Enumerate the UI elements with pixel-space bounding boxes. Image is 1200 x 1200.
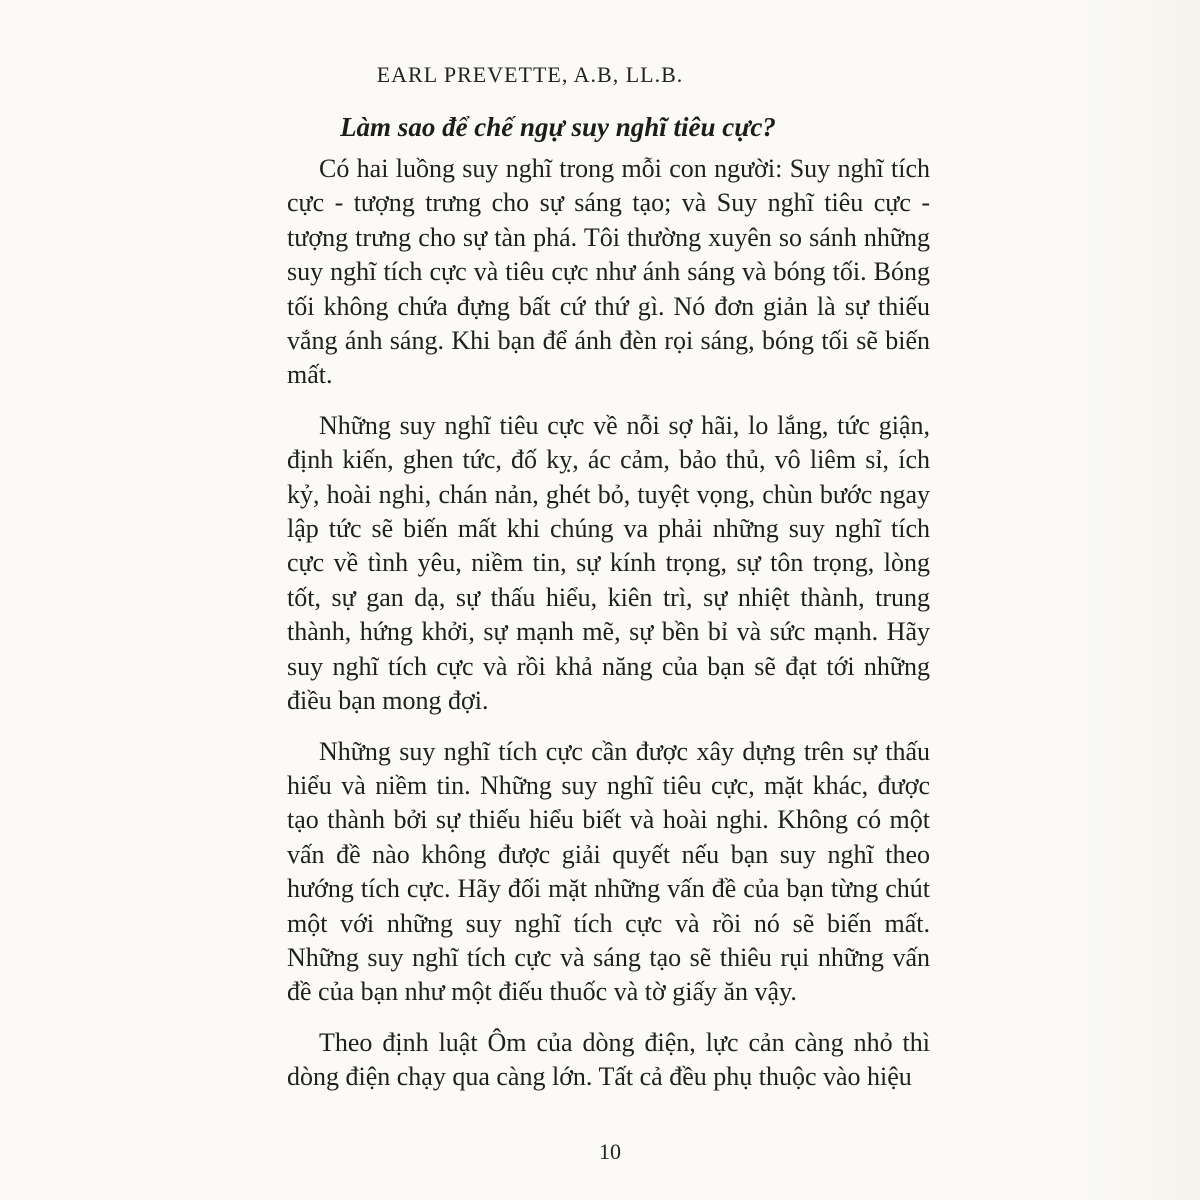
paragraph-2: Những suy nghĩ tiêu cực về nỗi sợ hãi, lo lắng, tức giận, định kiến, ghen tức, đố kỵ, ác cảm, bảo thủ, vô liêm sỉ, ích kỷ, hoài nghi, chán nản, ghét bỏ, tuyệt vọng, chùn bước ngay lập tức sẽ biến mất khi chúng va phải những suy nghĩ tích cực về tình yêu, niềm tin, sự kính trọng, sự tôn trọng, lòng tốt, sự gan dạ, sự thấu hiểu, kiên trì, sự nhiệt thành, trung thành, hứng khởi, sự mạnh mẽ, sự bền bỉ và sức mạnh. Hãy suy nghĩ tích cực và rồi khả năng của bạn sẽ đạt tới những điều bạn mong đợi.: [287, 410, 930, 716]
running-head: EARL PREVETTE, A.B, LL.B.: [376, 62, 684, 87]
body-text: [287, 152, 930, 1111]
paragraph-1: Có hai luồng suy nghĩ trong mỗi con người: Suy nghĩ tích cực - tượng trưng cho sự sáng tạo; và Suy nghĩ tiêu cực - tượng trưng cho sự tàn phá. Tôi thường xuyên so sánh những suy nghĩ tích cực và tiêu cực như ánh sáng và bóng tối. Bóng tối không chứa đựng bất cứ thứ gì. Nó đơn giản là sự thiếu vắng ánh sáng. Khi bạn để ánh đèn rọi sáng, bóng tối sẽ biến mất.: [287, 154, 930, 390]
section-title: Làm sao để chế ngự suy nghĩ tiêu cực?: [340, 112, 776, 142]
page-edge-shading: [1080, 0, 1200, 1200]
page-number: 10: [599, 1139, 621, 1164]
paragraph-3: Những suy nghĩ tích cực cần được xây dựng trên sự thấu hiểu và niềm tin. Những suy nghĩ tiêu cực, mặt khác, được tạo thành bởi sự thiếu hiểu biết và hoài nghi. Không có một vấn đề nào không được giải quyết nếu bạn suy nghĩ theo hướng tích cực. Hãy đối mặt những vấn đề của bạn từng chút một với những suy nghĩ tích cực và rồi nó sẽ biến mất. Những suy nghĩ tích cực và sáng tạo sẽ thiêu rụi những vấn đề của bạn như một điếu thuốc và tờ giấy ăn vậy.: [287, 736, 930, 1007]
paragraph-4: Theo định luật Ôm của dòng điện, lực cản càng nhỏ thì dòng điện chạy qua càng lớn. Tất cả đều phụ thuộc vào hiệu: [287, 1027, 930, 1092]
